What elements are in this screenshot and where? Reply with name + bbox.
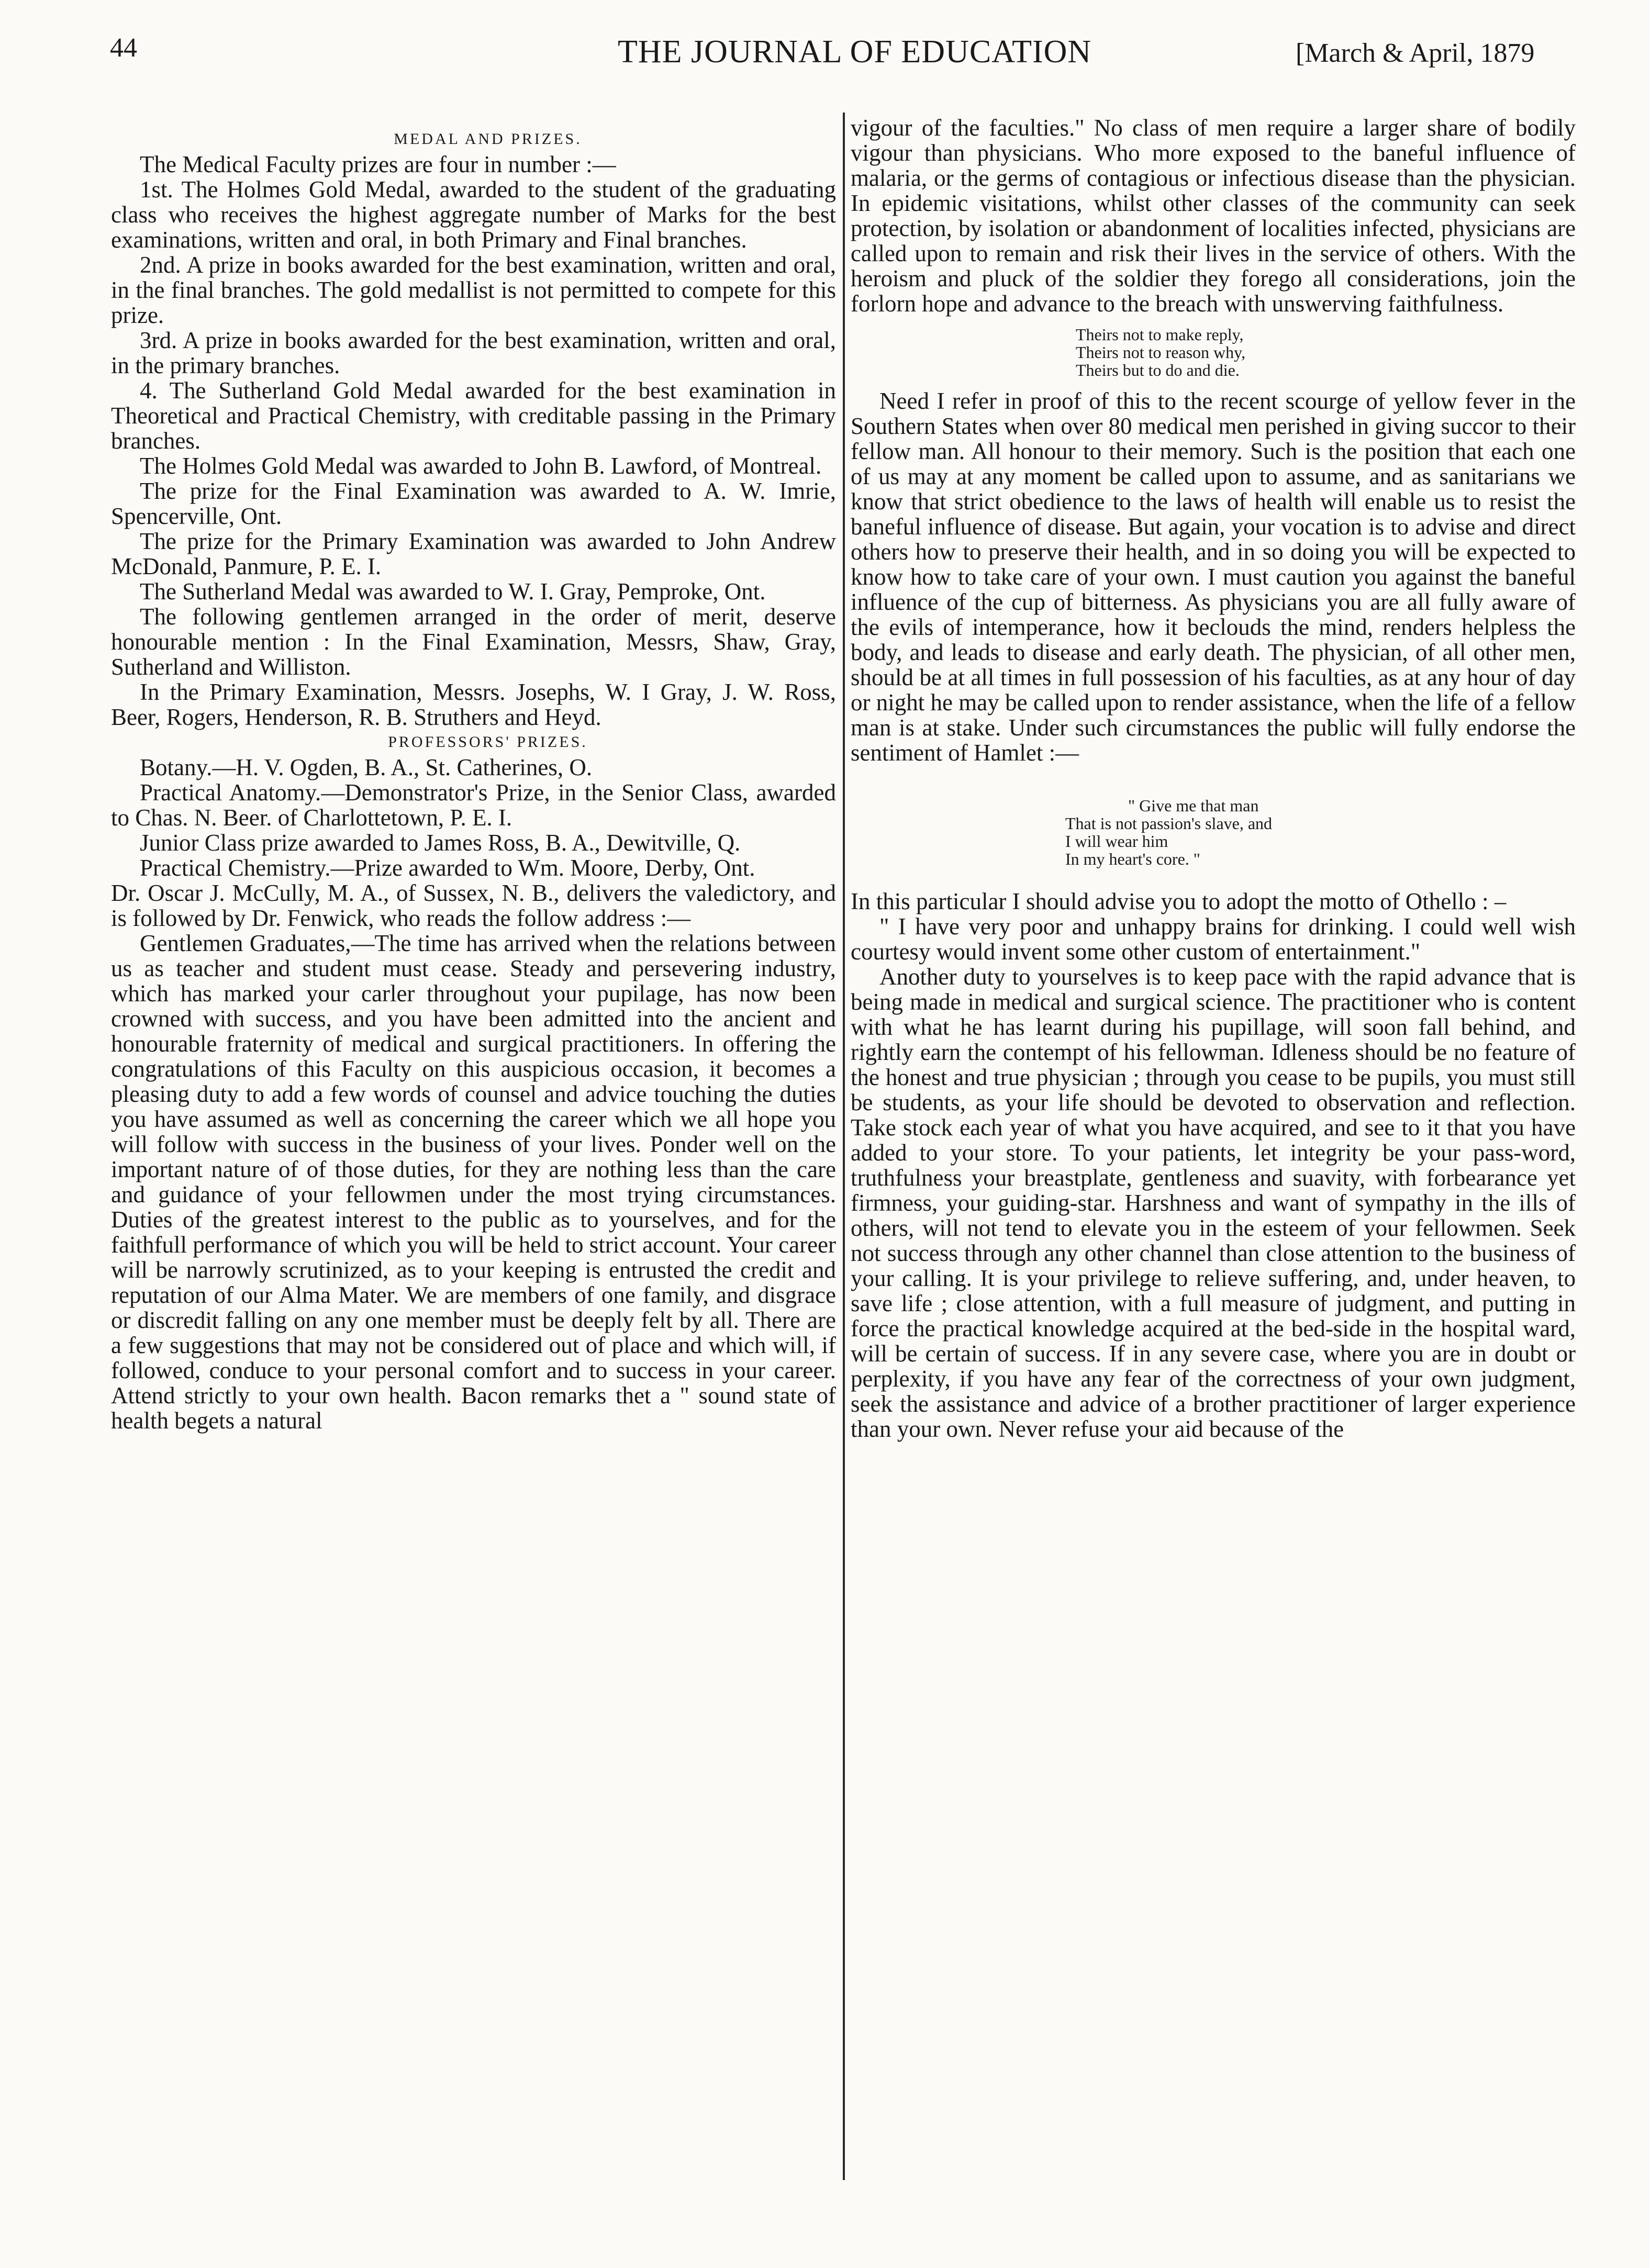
verse-line: Theirs but to do and die.	[1076, 361, 1240, 379]
section-heading-professors: PROFESSORS' PRIZES.	[388, 733, 588, 751]
paragraph: 1st. The Holmes Gold Medal, awarded to the student of the graduating class who receives the highest aggregate number of Marks for the best examinations, written and oral, in both Primary and Final branches.	[111, 176, 836, 253]
paragraph: Botany.—H. V. Ogden, B. A., St. Catherines, O.	[140, 754, 593, 780]
paragraph: Dr. Oscar J. McCully, M. A., of Sussex, N. B., delivers the valedictory, and is followed by Dr. Fenwick, who reads the follow address :—	[111, 880, 836, 931]
verse-line: That is not passion's slave, and	[1065, 814, 1273, 833]
paragraph: The Sutherland Medal was awarded to W. I. Gray, Pemproke, Ont.	[140, 578, 766, 605]
paragraph: In this particular I should advise you to adopt the motto of Othello : –	[851, 888, 1507, 914]
paragraph: The following gentlemen arranged in the order of merit, deserve honourable mention : In the Final Examination, Messrs, Shaw, Gray, Sutherland and Williston.	[111, 604, 836, 680]
paragraph: Practical Anatomy.—Demonstrator's Prize, in the Senior Class, awarded to Chas. N. Beer. of Charlottetown, P. E. I.	[111, 779, 836, 831]
right-column	[851, 115, 1576, 1442]
verse-line: Theirs not to reason why,	[1076, 343, 1246, 362]
othello-quote: " I have very poor and unhappy brains for drinking. I could well wish courtesy would invent some other custom of entertainment."	[851, 913, 1576, 965]
paragraph: Need I refer in proof of this to the recent scourge of yellow fever in the Southern States when over 80 medical men perished in giving succor to their fellow man. All honour to their memory. Such is the position that each one of us may at any moment be called upon to assume, and as sanitarians we know that strict obedience to the laws of health will enable us to resist the baneful influence of disease. But again, your vocation is to advise and direct others how to preserve their health, and in so doing you will be expected to know how to take care of your own. I must caution you against the baneful influence of the cup of bitterness. As physicians you are all fully aware of the evils of intemperance, how it beclouds the mind, renders helpless the body, and leads to disease and early death. The physician, of all other men, should be at all times in full possession of his faculties, as at any hour of day or night he may be called upon to render assistance, when the life of a fellow man is at stake. Under such circumstances the public will fully endorse the sentiment of Hamlet :—	[851, 388, 1576, 766]
hamlet-quote	[851, 797, 1576, 868]
page-number: 44	[110, 33, 137, 63]
paragraph: The prize for the Primary Examination was awarded to John Andrew McDonald, Panmure, P. E. I.	[111, 528, 836, 579]
verse-line: I will wear him	[1065, 832, 1168, 851]
left-column	[111, 115, 836, 1433]
poem-quote	[851, 326, 1576, 379]
journal-title: THE JOURNAL OF EDUCATION	[618, 34, 1092, 70]
paragraph: In the Primary Examination, Messrs. Josephs, W. I Gray, J. W. Ross, Beer, Rogers, Henderson, R. B. Struthers and Heyd.	[111, 679, 836, 730]
paragraph: 4. The Sutherland Gold Medal awarded for the best examination in Theoretical and Practical Chemistry, with creditable passing in the Primary branches.	[111, 377, 836, 454]
paragraph: The prize for the Final Examination was awarded to A. W. Imrie, Spencerville, Ont.	[111, 478, 836, 529]
paragraph: 2nd. A prize in books awarded for the best examination, written and oral, in the final branches. The gold medallist is not permitted to compete for this prize.	[111, 252, 836, 328]
paragraph: The Medical Faculty prizes are four in number :—	[140, 151, 616, 177]
paragraph: Another duty to yourselves is to keep pace with the rapid advance that is being made in medical and surgical science. The practitioner who is content with what he has learnt during his pupillage, will soon fall behind, and rightly earn the contempt of his fellowman. Idleness should be no feature of the honest and true physician ; through you cease to be pupils, you must still be students, as your life should be devoted to observation and reflection. Take stock each year of what you have acquired, and see to it that you have added to your store. To your patients, let integrity be your pass-word, truthfulness your breastplate, gentleness and suavity, with forbearance yet firmness, your guiding-star. Harshness and want of sympathy in the ills of others, will not tend to elevate you in the esteem of your fellowmen. Seek not success through any other channel than close attention to the business of your calling. It is your privilege to relieve suffering, and, under heaven, to save life ; close attention, with a full measure of judgment, and putting in force the practical knowledge acquired at the bed-side in the hospital ward, will be certain of success. If in any severe case, where you are in doubt or perplexity, if you have any fear of the correctness of your own judgment, seek the assistance and advice of a brother practitioner of larger experience than your own. Never refuse your aid because of the	[851, 964, 1576, 1442]
paragraph: Gentlemen Graduates,—The time has arrived when the relations between us as teacher and student must cease. Steady and persevering industry, which has marked your carler throughout your pupilage, has now been crowned with success, and you have been admitted into the ancient and honourable fraternity of medical and surgical practitioners. In offering the congratulations of this Faculty on this auspicious occasion, it becomes a pleasing duty to add a few words of counsel and advice touching the duties you have assumed as well as concerning the career which we all hope you will follow with success in the business of your lives. Ponder well on the important nature of of those duties, for they are nothing less than the care and guidance of your fellowmen under the most trying circumstances. Duties of the greatest interest to the public as to yourselves, and for the faithfull performance of which you will be held to strict account. Your career will be narrowly scrutinized, as to your keeping is entrusted the credit and reputation of our Alma Mater. We are members of one family, and disgrace or discredit falling on any one member must be deeply felt by all. There are a few suggestions that may not be considered out of place and which will, if followed, conduce to your personal comfort and to success in your career. Attend strictly to your own health. Bacon remarks thet a " sound state of health begets a natural	[111, 930, 836, 1434]
verse-line: Theirs not to make reply,	[1076, 325, 1244, 344]
paragraph: 3rd. A prize in books awarded for the best examination, written and oral, in the primary branches.	[111, 327, 836, 378]
verse-line: " Give me that man	[1128, 796, 1259, 815]
paragraph: Practical Chemistry.—Prize awarded to Wm. Moore, Derby, Ont.	[140, 855, 755, 881]
section-heading-medals: MEDAL AND PRIZES.	[394, 130, 582, 148]
paragraph: Junior Class prize awarded to James Ross, B. A., Dewitville, Q.	[140, 830, 741, 856]
page-header	[0, 25, 1650, 77]
issue-date: [March & April, 1879	[1296, 38, 1535, 68]
column-divider	[843, 113, 845, 2180]
paragraph: vigour of the faculties." No class of men require a larger share of bodily vigour than physicians. Who more exposed to the baneful influence of malaria, or the germs of contagious or infectious disease than the physician. In epidemic visitations, whilst other classes of the community can seek protection, by isolation or abandonment of localities infected, physicians are called upon to remain and risk their lives in the service of others. With the heroism and pluck of the soldier they forego all considerations, join the forlorn hope and advance to the breach with unswerving faithfulness.	[851, 115, 1576, 317]
verse-line: In my heart's core. "	[1065, 850, 1200, 868]
paragraph: The Holmes Gold Medal was awarded to John B. Lawford, of Montreal.	[140, 453, 822, 479]
